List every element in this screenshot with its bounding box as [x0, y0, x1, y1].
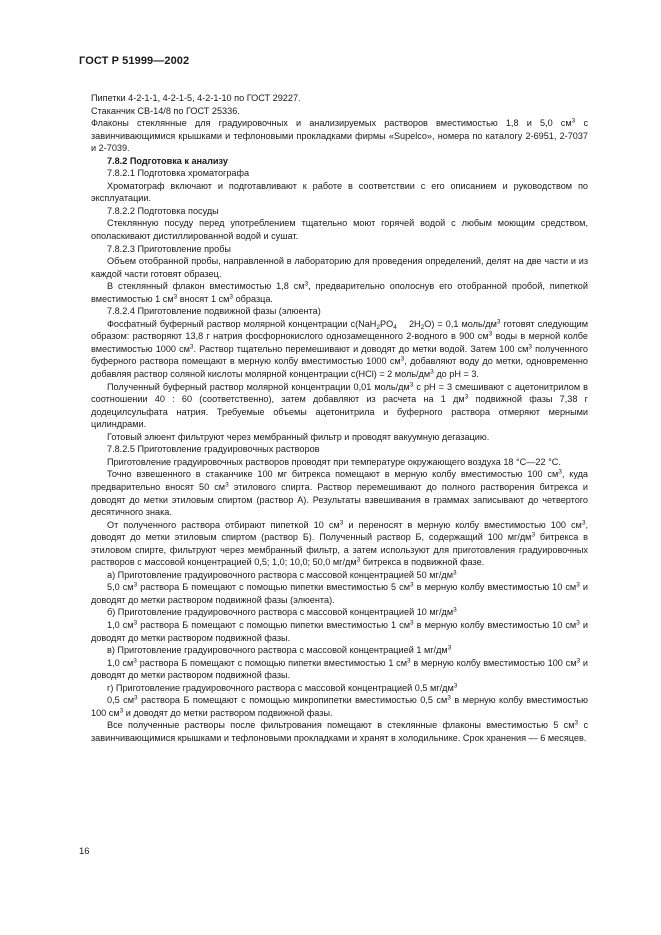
- subsection-heading: 7.8.2.1 Подготовка хроматографа: [107, 168, 250, 179]
- subsection-heading: 7.8.2.2 Подготовка посуды: [107, 205, 219, 216]
- paragraph: Фосфатный буферный раствор молярной концентрации $с(NaH_2PO_4$ $2H_2O) = 0,1$ моль/$дм^3$ готовят следующим образом: растворяют 13,8 г натрия фосфорнокислого однозамещенного 2-водного в 900 $см^3$ воды в мерной колбе вместимостью 1000 $см^3$. Раствор тщательно перемешивают и доводят до метки водой. Затем 100 $см^3$ полученного буферного раствора помещают в мерную колбу вместимостью 1000 $см^3$, добавляют воду до метки, одновременно добавляя раствор соляной кислоты молярной концентрации с(HCl) = 2 моль/$дм^3$ до рН = 3.: [91, 318, 588, 380]
- paragraph: Приготовление градуировочных растворов проводят при температуре окружающего воздуха 18 °С—22 °С.: [107, 456, 561, 467]
- paragraph: Стаканчик СВ-14/8 по ГОСТ 25336.: [91, 105, 240, 116]
- paragraph: Пипетки 4-2-1-1, 4-2-1-5, 4-2-1-10 по ГОСТ 29227.: [91, 93, 301, 103]
- paragraph: 1,0 $см^3$ раствора Б помещают с помощью пипетки вместимостью 1 $см^3$ в мерную колбу вместимостью 100 $см^3$ и доводят до метки раствором подвижной фазы.: [91, 657, 588, 681]
- section-heading: 7.8.2 Подготовка к анализу: [107, 155, 228, 166]
- subsection-heading: 7.8.2.3 Приготовление пробы: [107, 243, 231, 254]
- paragraph: Все полученные растворы после фильтрования помещают в стеклянные флаконы вместимостью 5 $см^3$ с завинчивающимися крышками и тефлоновыми прокладками и хранят в холодильнике. Срок хранения — 6 месяцев.: [91, 719, 588, 743]
- list-item: в) Приготовление градуировочного раствора с массовой концентрацией 1 $мг/дм^3$: [107, 644, 452, 656]
- paragraph: 1,0 $см^3$ раствора Б помещают с помощью пипетки вместимостью 1 $см^3$ в мерную колбу вместимостью 10 $см^3$ и доводят до метки раствором подвижной фазы.: [91, 619, 588, 643]
- paragraph: Готовый элюент фильтруют через мембранный фильтр и проводят вакуумную дегазацию.: [107, 431, 490, 442]
- list-item: б) Приготовление градуировочного раствора с массовой концентрацией 10 $мг/дм^3$: [107, 606, 457, 618]
- paragraph: Хроматограф включают и подготавливают к работе в соответствии с его описанием и руководством по эксплуатации.: [91, 180, 588, 204]
- paragraph: 5,0 $см^3$ раствора Б помещают с помощью пипетки вместимостью 5 $см^3$ в мерную колбу вместимостью 10 $см^3$ и доводят до метки раствором подвижной фазы (элюента).: [91, 581, 588, 605]
- paragraph: 0,5 $см^3$ раствора Б помещают с помощью микропипетки вместимостью 0,5 $см^3$ в мерную колбу вместимостью 100 $см^3$ и доводят до метки раствором подвижной фазы.: [91, 694, 588, 718]
- paragraph: В стеклянный флакон вместимостью 1,8 $см^3$, предварительно ополоснув его отобранной пробой, пипеткой вместимостью 1 $см^3$ вносят 1 $см^3$ образца.: [91, 280, 588, 304]
- paragraph: Объем отобранной пробы, направленной в лабораторию для проведения определений, делят на две части и из каждой части готовят образец.: [91, 256, 588, 279]
- document-body: [91, 92, 588, 744]
- paragraph: Точно взвешенного в стаканчике 100 мг битрекса помещают в мерную колбу вместимостью 100 $см^3$, куда предварительно вносят 50 $см^3$ этилового спирта. Раствор перемешивают до полного растворения битрекса и доводят до метки этиловым спиртом (раствор А). Результаты взвешивания в граммах записывают до четвертого десятичного знака.: [91, 468, 588, 518]
- list-item: а) Приготовление градуировочного раствора с массовой концентрацией 50 $мг/дм^3$: [107, 569, 457, 580]
- standard-header: ГОСТ Р 51999—2002: [79, 55, 190, 67]
- subsection-heading: 7.8.2.5 Приготовление градуировочных растворов: [107, 444, 320, 455]
- paragraph: Стеклянную посуду перед употреблением тщательно моют горячей водой с любым моющим средством, ополаскивают дистиллированной водой и сушат.: [91, 218, 588, 242]
- list-item: г) Приготовление градуировочного раствора с массовой концентрацией 0,5 $мг/дм^3$: [107, 682, 458, 693]
- page-number: 16: [79, 846, 90, 857]
- paragraph: Флаконы стеклянные для градуировочных и анализируемых растворов вместимостью 1,8 и 5,0 $см^3$ с завинчивающимися крышками и тефлоновыми прокладками фирмы «Supelco», номера по каталогу 2-6951, 2-7037 и 2-7039.: [91, 117, 588, 154]
- paragraph: Полученный буферный раствор молярной концентрации 0,01 моль/$дм^3$ с рН = 3 смешивают с ацетонитрилом в соотношении 40 : 60 (соответственно), затем добавляют из расчета на 1 $дм^3$ подвижной фазы 7,38 г додецилсульфата натрия. Требуемые объемы ацетонитрила и буферного раствора отмеряют мерными цилиндрами.: [91, 381, 588, 430]
- subsection-heading: 7.8.2.4 Приготовление подвижной фазы (элюента): [107, 306, 321, 317]
- paragraph: От полученного раствора отбирают пипеткой 10 $см^3$ и переносят в мерную колбу вместимостью 100 $см^3$, доводят до метки этиловым спиртом (раствор Б). Полученный раствор Б, содержащий 100 $мг/дм^3$ битрекса в этиловом спирте, фильтруют через мембранный фильтр, а затем используют для приготовления градуировочных растворов с массовой концентрацией 0,5; 1,0; 10,0; 50,0 $мг/дм^3$ битрекса в подвижной фазе.: [91, 519, 588, 568]
